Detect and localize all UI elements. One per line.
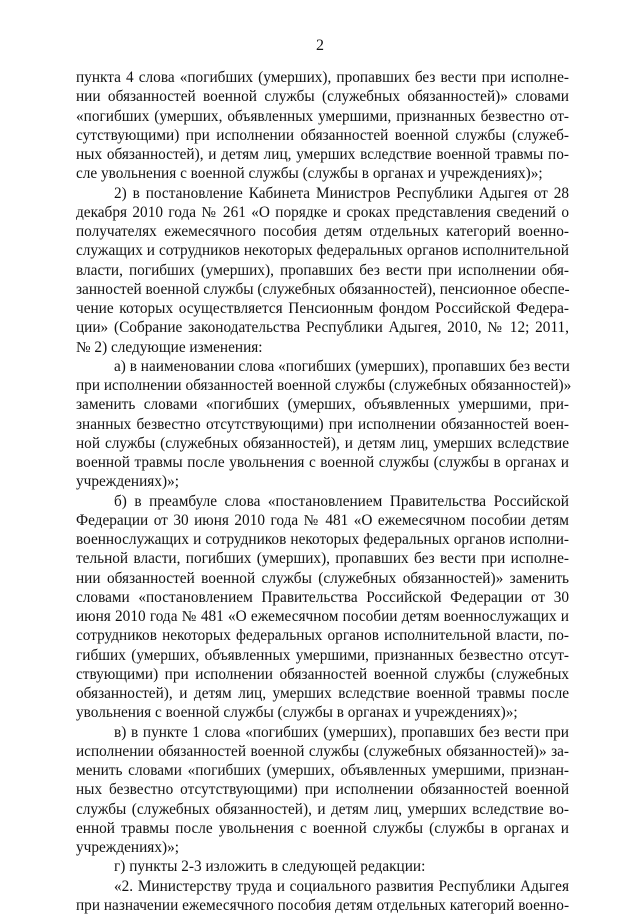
text-line: а) в наименовании слова «погибших (умерших), пропавших без вести xyxy=(114,357,570,375)
text-line: занностей военной службы (служебных обязанностей), пенсионное обеспе- xyxy=(76,280,570,298)
text-line: пункта 4 слова «погибших (умерших), пропавших без вести при исполне- xyxy=(76,69,569,86)
text-line: декабря 2010 года № 261 «О порядке и сроках представления сведений о xyxy=(76,203,569,221)
text-line: исполнении обязанностей военной службы (служебных обязанностей)» за- xyxy=(76,742,569,760)
text-line: «погибших (умерших, объявленных умершими, признанных безвестно от- xyxy=(76,107,569,125)
text-line: енной травмы после увольнения с военной службы (службы в органах и xyxy=(76,819,569,837)
text-line: служащих и сотрудников некоторых федеральных органов исполнительной xyxy=(76,242,569,260)
text-line: Федерации от 30 июня 2010 года № 481 «О ежемесячном пособии детям xyxy=(76,511,569,529)
text-line: ной службы (служебных обязанностей), и детям лиц, умерших вследствие xyxy=(76,434,569,452)
text-line: гибших (умерших, объявленных умершими, признанных безвестно отсут- xyxy=(76,646,569,664)
text-line: при исполнении обязанностей военной службы (служебных обязанностей)» xyxy=(76,377,572,394)
text-line: б) в преамбуле слова «постановлением Правительства Российской xyxy=(114,492,569,510)
text-line: военной травмы после увольнения с военной службы (службы в органах и xyxy=(76,454,569,471)
text-line: тельной власти, погибших (умерших), пропавших без вести при исполне- xyxy=(76,550,569,568)
text-line: словами «постановлением Правительства Российской Федерации от 30 xyxy=(76,588,569,606)
text-line: ции» (Собрание законодательства Республики Адыгея, 2010, № 12; 2011, xyxy=(76,319,569,337)
text-line: обязанностей), и детям лиц, умерших вследствие военной травмы после xyxy=(76,685,569,702)
document-body xyxy=(76,68,572,915)
text-line: учреждениях)»; xyxy=(76,473,179,491)
text-line: сотрудников некоторых федеральных органов исполнительной власти, по- xyxy=(76,627,569,645)
text-line: сутствующими) при исполнении обязанностей военной службы (служеб- xyxy=(76,126,569,144)
text-line: знанных безвестно отсутствующими) при исполнении обязанностей воен- xyxy=(76,415,569,433)
text-line: увольнения с военной службы (службы в органах и учреждениях)»; xyxy=(76,704,518,722)
text-line: военнослужащих и сотрудников некоторых федеральных органов исполни- xyxy=(76,531,569,548)
text-line: № 2) следующие изменения: xyxy=(76,338,263,356)
text-line: власти, погибших (умерших), пропавших без вести при исполнении обя- xyxy=(76,261,569,279)
text-line: нии обязанностей военной службы (служебных обязанностей)» словами xyxy=(76,88,569,106)
text-line: «2. Министерству труда и социального развития Республики Адыгея xyxy=(114,877,569,895)
text-line: заменить словами «погибших (умерших, объявленных умершими, при- xyxy=(76,396,569,414)
text-line: ствующими) при исполнении обязанностей военной службы (служебных xyxy=(76,665,569,683)
text-line: июня 2010 года № 481 «О ежемесячном пособии детям военнослужащих и xyxy=(76,608,569,625)
text-line: учреждениях)»; xyxy=(76,839,179,856)
text-line: нии обязанностей военной службы (служебных обязанностей)» заменить xyxy=(76,569,569,587)
text-line: ных безвестно отсутствующими) при исполнении обязанностей военной xyxy=(76,781,569,799)
text-line: в) в пункте 1 слова «погибших (умерших), пропавших без вести при xyxy=(114,723,569,741)
text-line: чение которых осуществляется Пенсионным фондом Российской Федера- xyxy=(76,300,569,317)
text-line: службы (служебных обязанностей), и детям лиц, умерших вследствие во- xyxy=(76,800,569,818)
text-line: г) пункты 2-3 изложить в следующей редакции: xyxy=(114,858,426,876)
text-line: при назначении ежемесячного пособия детям отдельных категорий военно- xyxy=(76,896,570,914)
page-number: 2 xyxy=(316,37,324,54)
text-line: 2) в постановление Кабинета Министров Республики Адыгея от 28 xyxy=(114,184,569,202)
text-line: ных обязанностей), и детям лиц, умерших вследствие военной травмы по- xyxy=(76,146,569,163)
text-line: сле увольнения с военной службы (службы в органах и учреждениях)»; xyxy=(76,165,543,183)
text-line: менить словами «погибших (умерших, объявленных умершими, признан- xyxy=(76,762,569,779)
text-line: получателях ежемесячного пособия детям отдельных категорий военно- xyxy=(76,223,569,240)
